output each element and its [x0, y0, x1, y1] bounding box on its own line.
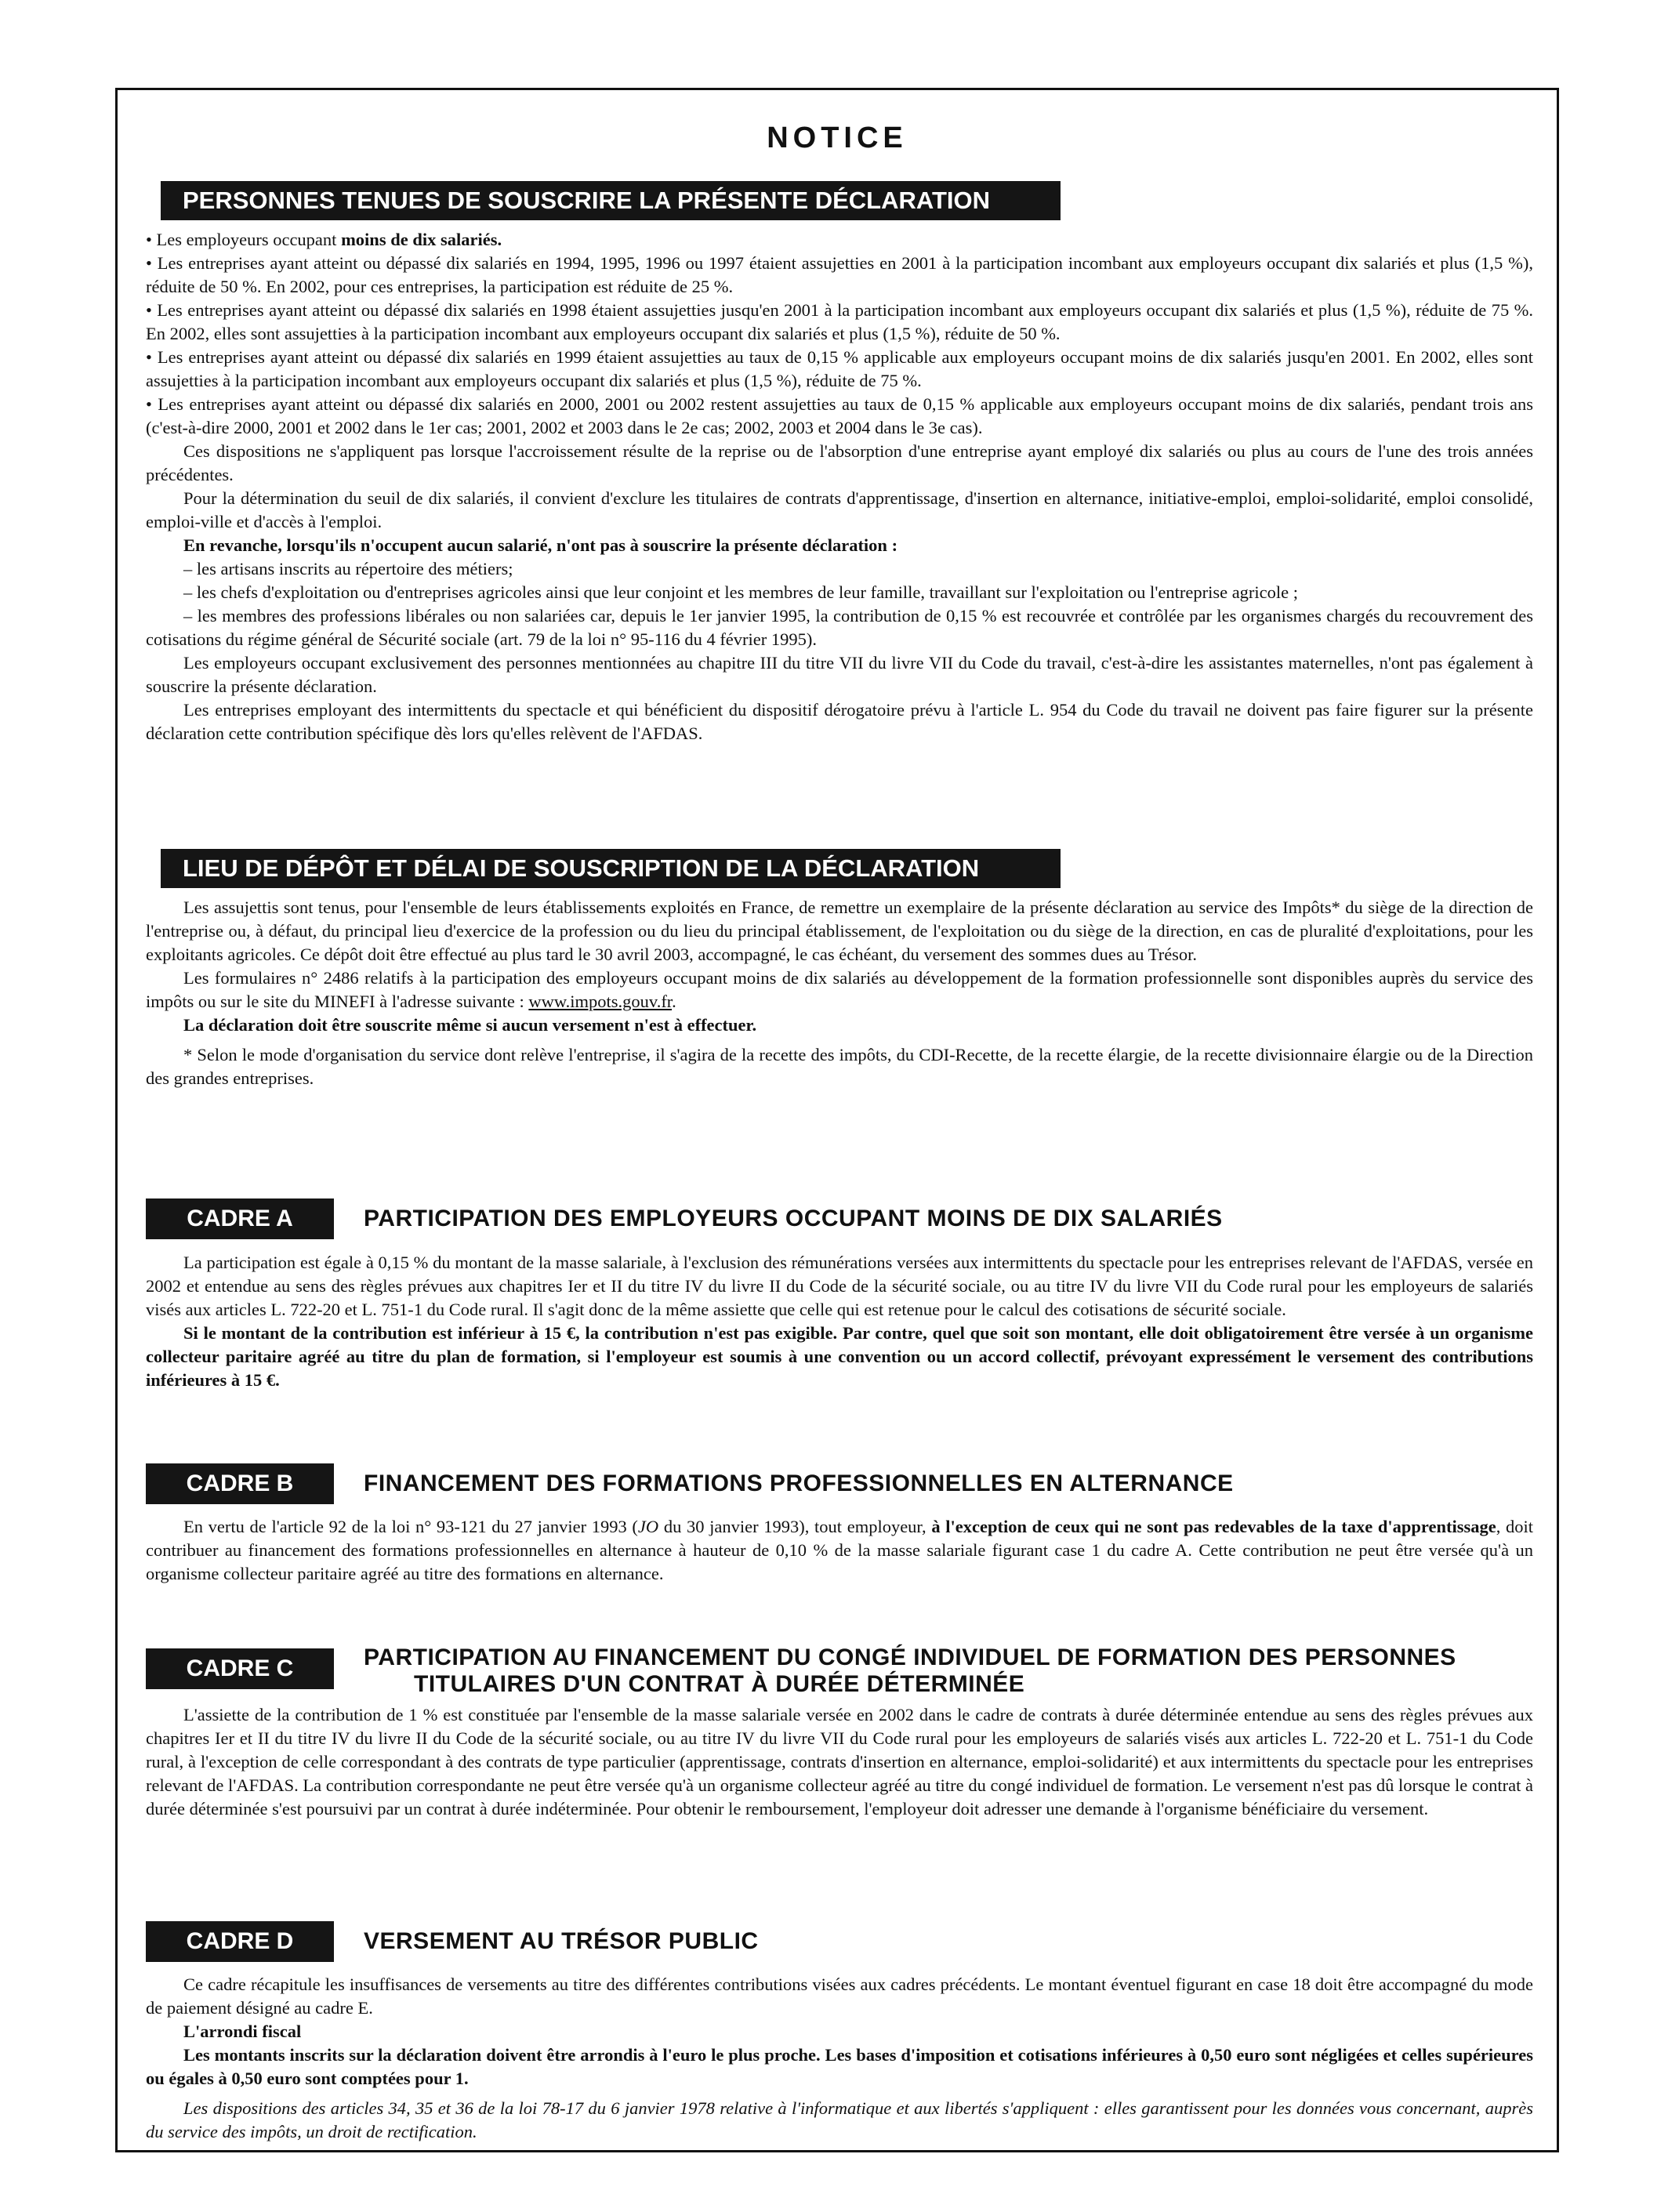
section-heading-personnes-tenues: PERSONNES TENUES DE SOUSCRIRE LA PRÉSENTE DÉCLARATION	[161, 181, 1061, 220]
cadre-a-title: PARTICIPATION DES EMPLOYEURS OCCUPANT MOINS DE DIX SALARIÉS	[364, 1206, 1223, 1231]
bold-paragraph: En revanche, lorsqu'ils n'occupent aucun salarié, n'ont pas à souscrire la présente déclaration :	[183, 535, 898, 555]
subheading: L'arrondi fiscal	[183, 2022, 302, 2041]
dash-item: – les artisans inscrits au répertoire des métiers;	[183, 559, 513, 578]
bullet-paragraph: • Les entreprises ayant atteint ou dépassé dix salariés en 1994, 1995, 1996 ou 1997 étaient assujetties en 2001 à la participation incombant aux employeurs occupant dix salariés et plus (1,5 %), réduite de 50 %. En 2002, pour ces entreprises, la participation est réduite de 25 %.	[146, 253, 1533, 296]
bullet-paragraph: • Les employeurs occupant moins de dix salariés.	[146, 230, 502, 249]
impots-link[interactable]: www.impots.gouv.fr	[528, 992, 673, 1011]
cadre-c-title-line2: TITULAIRES D'UN CONTRAT À DURÉE DÉTERMINÉE	[414, 1671, 1025, 1697]
body-paragraph: Les formulaires n° 2486 relatifs à la participation des employeurs occupant moins de dix salariés au développement de la formation professionnelle sont disponibles auprès du service des impôts ou sur le site du MINEFI à l'adresse suivante : www.impots.gouv.fr.	[146, 968, 1533, 1011]
page-title: NOTICE	[767, 121, 908, 154]
body-paragraph: Ce cadre récapitule les insuffisances de versements au titre des différentes contributions visées aux cadres précédents. Le montant éventuel figurant en case 18 doit être accompagné du mode de paiement désigné au cadre E.	[146, 1974, 1533, 2018]
dash-item: – les chefs d'exploitation ou d'entreprises agricoles ainsi que leur conjoint et les membres de leur famille, travaillant sur l'exploitation ou l'entreprise agricole ;	[183, 582, 1299, 602]
body-paragraph: En vertu de l'article 92 de la loi n° 93-121 du 27 janvier 1993 (JO du 30 janvier 1993), tout employeur, à l'exception de ceux qui ne sont pas redevables de la taxe d'apprentissage, doit contribuer au financement des formations professionnelles en alternance à hauteur de 0,10 % de la masse salariale figurant case 1 du cadre A. Cette contribution ne peut être versée qu'à un organisme collecteur paritaire agréé au titre des formations en alternance.	[146, 1517, 1534, 1583]
footnote: * Selon le mode d'organisation du service dont relève l'entreprise, il s'agira de la recette des impôts, du CDI-Recette, de la recette élargie, de la recette divisionnaire élargie ou de la Direction des grandes entreprises.	[146, 1045, 1533, 1088]
bold-paragraph: Si le montant de la contribution est inférieur à 15 €, la contribution n'est pas exigible. Par contre, quel que soit son montant, elle doit obligatoirement être versée à un organisme collecteur paritaire agréé au titre du plan de formation, si l'employeur est soumis à une convention ou un accord collectif, prévoyant expressément le versement des contributions inférieures à 15 €.	[146, 1323, 1533, 1390]
cadre-b-tag: CADRE B	[146, 1463, 334, 1504]
bullet-paragraph: • Les entreprises ayant atteint ou dépassé dix salariés en 1998 étaient assujetties jusqu'en 2001 à la participation incombant aux employeurs occupant dix salariés et plus (1,5 %), réduite de 75 %. En 2002, elles sont assujetties à la participation incombant aux employeurs occupant dix salariés et plus (1,5 %), réduite de 50 %.	[146, 300, 1533, 343]
body-paragraph: Les assujettis sont tenus, pour l'ensemble de leurs établissements exploités en France, de remettre un exemplaire de la présente déclaration au service des Impôts* du siège de la direction de l'entreprise ou, à défaut, du principal lieu d'exercice de la profession ou du lieu du principal établissement, de l'exploitation ou du siège de la direction, en cas de pluralité d'exploitations, pour les exploitants agricoles. Ce dépôt doit être effectué au plus tard le 30 avril 2003, accompagné, le cas échéant, du versement des sommes dues au Trésor.	[146, 897, 1533, 964]
cadre-c-title	[364, 1644, 1456, 1698]
body-paragraph: Les entreprises employant des intermittents du spectacle et qui bénéficient du dispositif dérogatoire prévu à l'article L. 954 du Code du travail ne doivent pas faire figurer sur la présente déclaration cette contribution spécifique dès lors qu'elles relèvent de l'AFDAS.	[146, 700, 1533, 743]
body-paragraph: Ces dispositions ne s'appliquent pas lorsque l'accroissement résulte de la reprise ou de l'absorption d'une entreprise ayant employé dix salariés ou plus au cours de l'une des trois années précédentes.	[146, 441, 1533, 484]
cadre-a-tag: CADRE A	[146, 1198, 334, 1239]
cadre-b-title: FINANCEMENT DES FORMATIONS PROFESSIONNELLES EN ALTERNANCE	[364, 1470, 1234, 1496]
section-lieu-depot-body	[146, 896, 1533, 1090]
cadre-d-body	[146, 1973, 1533, 2144]
cadre-c-title-line1: PARTICIPATION AU FINANCEMENT DU CONGÉ INDIVIDUEL DE FORMATION DES PERSONNES	[364, 1644, 1456, 1670]
cadre-c-tag: CADRE C	[146, 1648, 334, 1689]
section-personnes-tenues-body	[146, 228, 1533, 745]
section-heading-lieu-depot: LIEU DE DÉPÔT ET DÉLAI DE SOUSCRIPTION DE LA DÉCLARATION	[161, 849, 1061, 888]
bold-paragraph: Les montants inscrits sur la déclaration doivent être arrondis à l'euro le plus proche. Les bases d'imposition et cotisations inférieures à 0,50 euro sont négligées et celles supérieures ou égales à 0,50 euro sont comptées pour 1.	[146, 2045, 1533, 2088]
body-paragraph: La participation est égale à 0,15 % du montant de la masse salariale, à l'exclusion des rémunérations versées aux intermittents du spectacle pour les entreprises relevant de l'AFDAS, versée en 2002 et entendue au sens des règles prévues aux chapitres Ier et II du titre IV du livre II du Code de la sécurité sociale, ou au titre IV du livre VII du Code rural pour les employeurs de salariés visés aux articles L. 722-20 et L. 751-1 du Code rural. Il s'agit donc de la même assiette que celle qui est retenue pour le calcul des cotisations de sécurité sociale.	[146, 1253, 1533, 1319]
cadre-b-body	[146, 1515, 1533, 1586]
dash-item: – les membres des professions libérales ou non salariées car, depuis le 1er janvier 1995, la contribution de 0,15 % est recouvrée et contrôlée par les organismes chargés du recouvrement des cotisations du régime général de Sécurité sociale (art. 79 de la loi n° 95-116 du 4 février 1995).	[146, 606, 1533, 649]
cadre-a-body	[146, 1251, 1533, 1392]
cadre-d-title: VERSEMENT AU TRÉSOR PUBLIC	[364, 1928, 759, 1954]
legal-notice: Les dispositions des articles 34, 35 et 36 de la loi 78-17 du 6 janvier 1978 relative à l'informatique et aux libertés s'appliquent : elles garantissent pour les données vous concernant, auprès du service des impôts, un droit de rectification.	[146, 2098, 1533, 2141]
cadre-d-tag: CADRE D	[146, 1921, 334, 1962]
notice-frame	[115, 88, 1559, 2152]
bullet-paragraph: • Les entreprises ayant atteint ou dépassé dix salariés en 2000, 2001 ou 2002 restent assujetties au taux de 0,15 % applicable aux employeurs occupant moins de dix salariés, pendant trois ans (c'est-à-dire 2000, 2001 et 2002 dans le 1er cas; 2001, 2002 et 2003 dans le 2e cas; 2002, 2003 et 2004 dans le 3e cas).	[146, 394, 1533, 437]
body-paragraph: Pour la détermination du seuil de dix salariés, il convient d'exclure les titulaires de contrats d'apprentissage, d'insertion en alternance, initiative-emploi, emploi-solidarité, emploi consolidé, emploi-ville et d'accès à l'emploi.	[146, 488, 1533, 531]
body-paragraph: L'assiette de la contribution de 1 % est constituée par l'ensemble de la masse salariale versée en 2002 dans le cadre de contrats à durée déterminée entendue au sens des règles prévues aux chapitres Ier et II du titre IV du livre II du Code de la sécurité sociale, ou au titre IV du livre VII du Code rural pour les employeurs de salariés visés aux articles L. 722-20 et L. 751-1 du Code rural, à l'exception de celle correspondant à des contrats de type particulier (apprentissage, contrats d'insertion en alternance, emploi-solidarité) et aux intermittents du spectacle pour les entreprises relevant de l'AFDAS. La contribution correspondante ne peut être versée qu'à un organisme collecteur agréé au titre du congé individuel de formation. Le versement n'est pas dû lorsque le contrat à durée déterminée s'est poursuivi par un contrat à durée indéterminée. Pour obtenir le remboursement, l'employeur doit adresser une demande à l'organisme bénéficiaire du versement.	[146, 1705, 1533, 1819]
cadre-c-body	[146, 1703, 1533, 1821]
bullet-paragraph: • Les entreprises ayant atteint ou dépassé dix salariés en 1999 étaient assujetties au taux de 0,15 % applicable aux employeurs occupant moins de dix salariés jusqu'en 2001. En 2002, elles sont assujetties à la participation incombant aux employeurs occupant dix salariés et plus (1,5 %), réduite de 75 %.	[146, 347, 1533, 390]
body-paragraph: Les employeurs occupant exclusivement des personnes mentionnées au chapitre III du titre VII du livre VII du Code du travail, c'est-à-dire les assistantes maternelles, n'ont pas également à souscrire la présente déclaration.	[146, 653, 1533, 696]
bold-paragraph: La déclaration doit être souscrite même si aucun versement n'est à effectuer.	[183, 1015, 757, 1035]
